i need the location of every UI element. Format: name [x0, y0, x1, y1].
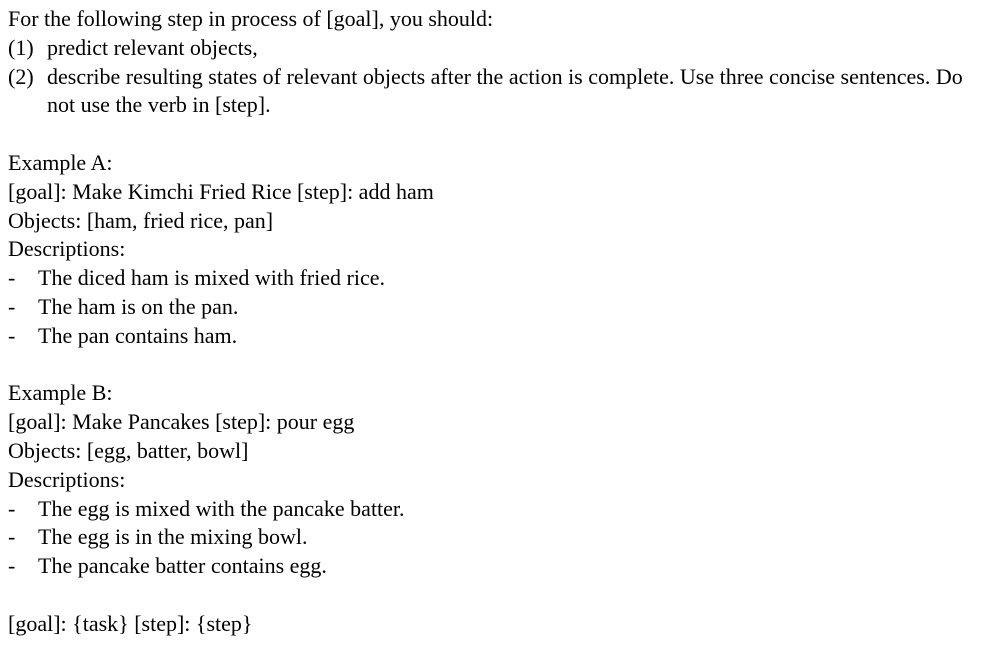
instruction-number: (1): [8, 34, 34, 60]
description-item: [8, 552, 983, 581]
example-goal-line: [goal]: Make Kimchi Fried Rice [step]: add ham: [8, 178, 434, 204]
description-text: The egg is in the mixing bowl.: [38, 524, 308, 550]
example-block: [8, 379, 983, 581]
example-objects-line: Objects: [ham, fried rice, pan]: [8, 207, 274, 233]
description-text: The diced ham is mixed with fried rice.: [38, 265, 385, 291]
example-descriptions-label: Descriptions:: [8, 236, 126, 262]
bullet-dash: -: [8, 265, 16, 291]
bullet-dash: -: [8, 322, 16, 348]
description-item: [8, 322, 983, 351]
bullet-dash: -: [8, 553, 16, 579]
intro-text: For the following step in process of [goal], you should:: [8, 6, 494, 31]
description-text: The ham is on the pan.: [38, 293, 239, 319]
description-item: [8, 495, 983, 524]
description-item: [8, 264, 983, 293]
spacer: [8, 351, 983, 380]
example-title: Example B:: [8, 380, 113, 406]
example-title: Example A:: [8, 149, 113, 175]
example-objects-line: Objects: [egg, batter, bowl]: [8, 437, 249, 463]
description-text: The egg is mixed with the pancake batter.: [38, 495, 405, 521]
bullet-dash: -: [8, 293, 16, 319]
description-item: [8, 293, 983, 322]
instruction-item: [8, 63, 983, 121]
example-goal-line: [goal]: Make Pancakes [step]: pour egg: [8, 409, 355, 435]
description-item: [8, 523, 983, 552]
instruction-text: predict relevant objects,: [47, 34, 258, 60]
spacer: [8, 581, 983, 610]
bullet-dash: -: [8, 524, 16, 550]
example-block: [8, 149, 983, 351]
template-line: [goal]: {task} [step]: {step}: [8, 610, 253, 636]
description-text: The pancake batter contains egg.: [38, 553, 327, 579]
description-text: The pan contains ham.: [38, 322, 238, 348]
instruction-number: (2): [8, 63, 34, 89]
prompt-document: [8, 5, 983, 639]
example-descriptions-label: Descriptions:: [8, 466, 126, 492]
bullet-dash: -: [8, 495, 16, 521]
instruction-item: [8, 34, 983, 63]
instruction-text: describe resulting states of relevant objects after the action is complete. Use three concise sentences. Do not use the verb in [step].: [47, 63, 963, 118]
spacer: [8, 120, 983, 149]
